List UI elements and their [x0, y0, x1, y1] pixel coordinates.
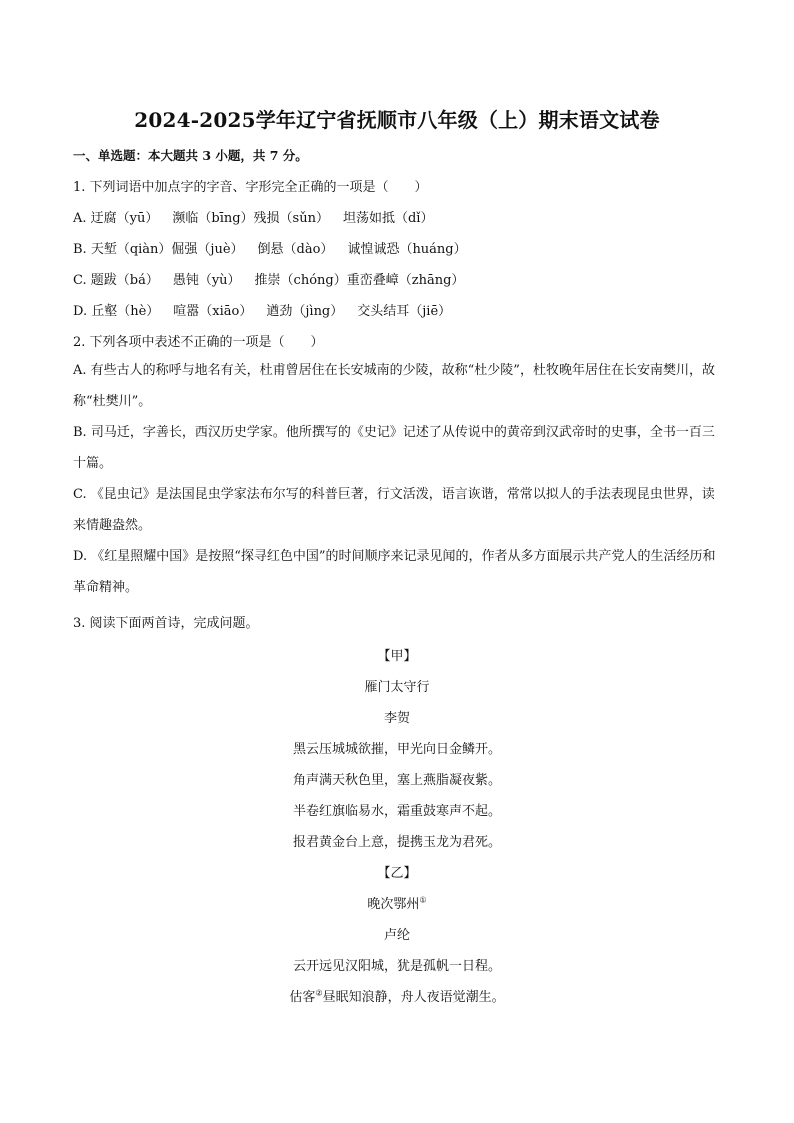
poem-2-line-1: 云开远见汉阳城，犹是孤帆一日程。 [292, 959, 501, 974]
question-2-stem: 2. 下列各项中表述不正确的一项是（ ） [73, 335, 324, 350]
poem-2-line-2 [0, 986, 794, 1005]
option-d-item-2: 喧嚣（xiāo） [173, 304, 253, 319]
poem-2-line-2-end: 昼眠知浪静，舟人夜语觉潮生。 [322, 990, 505, 1005]
option-a-item-1: A. 迂腐（yū） [73, 211, 159, 226]
option-b-item-1: B. 天堑（qiàn）倔强（juè） [73, 242, 244, 257]
question-1-stem: 1. 下列词语中加点字的字音、字形完全正确的一项是（ ） [73, 180, 428, 195]
exam-title: 2024-2025学年辽宁省抚顺市八年级（上）期末语文试卷 [134, 108, 660, 132]
option-c-item-2: 愚钝（yù） [172, 273, 241, 288]
poem-2-line-2-start: 估客 [289, 990, 316, 1005]
option-a-item-3: 坦荡如抵（dǐ） [342, 211, 434, 226]
question-2-option-b: B. 司马迁，字善长，西汉历史学家。他所撰写的《史记》记述了从传说中的黄帝到汉武帝时的史事，全书一百三十篇。 [73, 425, 715, 471]
question-2-option-a: A. 有些古人的称呼与地名有关，杜甫曾居住在长安城南的少陵，故称“杜少陵”，杜牧晚年居住在长安南樊川，故称“杜樊川”。 [73, 363, 715, 409]
question-2-option-d: D. 《红星照耀中国》是按照“探寻红色中国”的时间顺序来记录见闻的，作者从多方面展示共产党人的生活经历和革命精神。 [73, 549, 716, 595]
question-1-option-c [73, 269, 464, 288]
poem-2-title-footnote-mark: ① [419, 895, 427, 905]
poem-2-title: 晚次鄂州 [367, 897, 420, 912]
option-a-item-2: 濒临（bīng）残损（sǔn） [172, 211, 329, 226]
poem-1-line-4: 报君黄金台上意，提携玉龙为君死。 [292, 835, 501, 850]
poem-1-mark: 【甲】 [377, 649, 417, 664]
option-d-item-1: D. 丘壑（hè） [73, 304, 160, 319]
option-c-item-3: 推崇（chóng）重峦叠嶂（zhāng） [254, 273, 465, 288]
option-d-item-3: 遒劲（jìng） [266, 304, 344, 319]
option-c-item-1: C. 题跋（bá） [73, 273, 159, 288]
section-heading: 一、单选题：本大题共 3 小题，共 7 分。 [73, 148, 308, 163]
question-1-option-d [73, 300, 451, 319]
question-2-option-c: C. 《昆虫记》是法国昆虫学家法布尔写的科普巨著，行文活泼，语言诙谐，常常以拟人的手法表现昆虫世界，读来情趣盎然。 [73, 487, 715, 533]
option-b-item-3: 诚惶诚恐（huáng） [347, 242, 467, 257]
option-b-item-2: 倒悬（dào） [257, 242, 334, 257]
question-1-option-b [73, 238, 467, 257]
question-1-option-a [73, 207, 433, 226]
poem-2-author: 卢纶 [383, 928, 410, 943]
question-3-stem: 3. 阅读下面两首诗，完成问题。 [73, 616, 259, 631]
option-d-item-4: 交头结耳（jiē） [357, 304, 452, 319]
poem-1-line-2: 角声满天秋色里，塞上燕脂凝夜紫。 [292, 773, 501, 788]
poem-1-author: 李贺 [383, 711, 410, 726]
poem-2-line-2-footnote-mark: ② [315, 988, 323, 998]
poem-2-title-line [0, 893, 794, 912]
poem-1-line-1: 黑云压城城欲摧，甲光向日金鳞开。 [292, 742, 501, 757]
poem-1-title: 雁门太守行 [364, 680, 430, 695]
poem-2-mark: 【乙】 [377, 866, 417, 881]
poem-1-line-3: 半卷红旗临易水，霜重鼓寒声不起。 [292, 804, 501, 819]
